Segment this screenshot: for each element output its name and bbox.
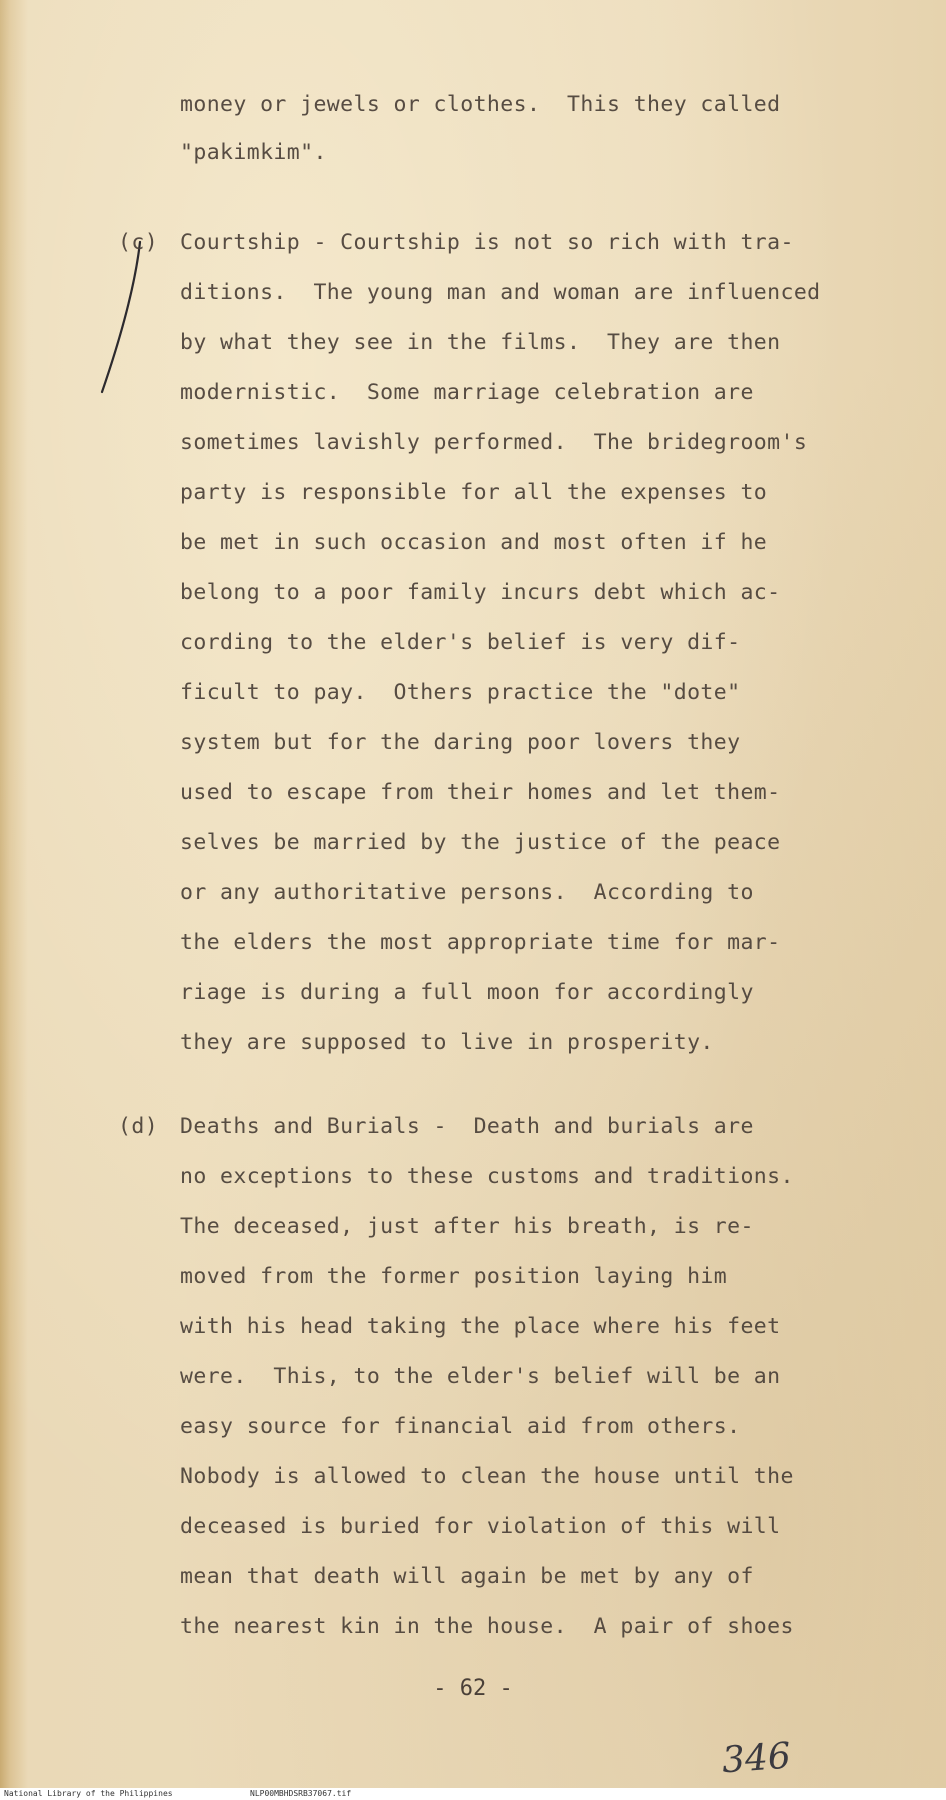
text-line-22: The deceased, just after his breath, is re- [180,1214,754,1239]
text-line-17: the elders the most appropriate time for mar- [180,930,781,955]
scan-footer [0,1788,946,1800]
page-number: - 62 - [433,1676,513,1701]
text-line-9: be met in such occasion and most often if he [180,530,768,555]
text-line-4: ditions. The young man and woman are influenced [180,280,821,305]
text-line-10: belong to a poor family incurs debt which ac- [180,580,781,605]
section-marker-c: (c) [118,230,159,255]
footer-library: National Library of the Philippines [4,1789,173,1798]
text-line-5: by what they see in the films. They are then [180,330,781,355]
text-line-28: deceased is buried for violation of this will [180,1514,781,1539]
text-line-29: mean that death will again be met by any of [180,1564,754,1589]
text-line-24: with his head taking the place where his feet [180,1314,781,1339]
footer-filename: NLP00MBHDSRB37067.tif [250,1789,352,1798]
text-line-2: "pakimkim". [180,140,327,165]
text-line-30: the nearest kin in the house. A pair of shoes [180,1614,794,1639]
text-line-16: or any authoritative persons. According to [180,880,754,905]
text-line-26: easy source for financial aid from others. [180,1414,741,1439]
text-line-6: modernistic. Some marriage celebration are [180,380,754,405]
text-line-27: Nobody is allowed to clean the house until the [180,1464,794,1489]
text-line-7: sometimes lavishly performed. The bridegroom's [180,430,808,455]
pen-margin-mark [96,238,156,398]
text-line-1: money or jewels or clothes. This they called [180,92,781,117]
text-line-15: selves be married by the justice of the peace [180,830,781,855]
text-line-21: no exceptions to these customs and traditions. [180,1164,794,1189]
text-line-3: Courtship - Courtship is not so rich with tra- [180,230,794,255]
text-line-23: moved from the former position laying him [180,1264,728,1289]
text-line-14: used to escape from their homes and let them- [180,780,781,805]
section-marker-d: (d) [118,1114,159,1139]
text-line-25: were. This, to the elder's belief will be an [180,1364,781,1389]
text-line-8: party is responsible for all the expenses to [180,480,768,505]
text-line-12: ficult to pay. Others practice the "dote" [180,680,741,705]
text-line-11: cording to the elder's belief is very dif- [180,630,741,655]
text-line-20: Deaths and Burials - Death and burials are [180,1114,754,1139]
text-line-18: riage is during a full moon for accordingly [180,980,754,1005]
handwritten-page-number: 346 [720,1735,793,1782]
text-line-19: they are supposed to live in prosperity. [180,1030,714,1055]
text-line-13: system but for the daring poor lovers they [180,730,741,755]
